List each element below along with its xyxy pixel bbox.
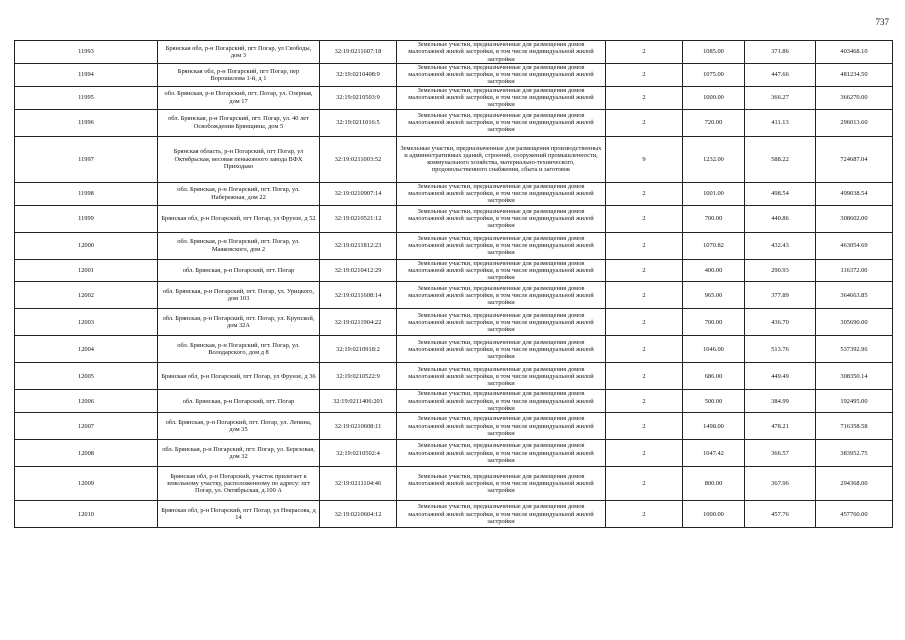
address-cell: обл. Брянская, р-н Погарский, пгт. Погар, ул. Володарского, дом д 8 — [158, 336, 320, 363]
cadastral-number-cell: 32:19:0211608:14 — [320, 282, 397, 309]
cadastral-number-cell: 32:19:0211904:22 — [320, 309, 397, 336]
table-row — [15, 86, 893, 109]
land-use-cell: Земельные участки, предназначенные для размещения домов малоэтажной жилой застройки, в том числе индивидуальной жилой застройки — [397, 501, 606, 528]
land-use-cell: Земельные участки, предназначенные для размещения домов малоэтажной жилой застройки, в том числе индивидуальной жилой застройки — [397, 232, 606, 259]
cadastral-number-cell: 32:19:0211406:201 — [320, 390, 397, 413]
area-cell: 1046.00 — [683, 336, 745, 363]
specific-value-cell: 440.86 — [745, 205, 816, 232]
cadastral-number-cell: 32:19:0211016:5 — [320, 109, 397, 136]
group-cell: 2 — [606, 309, 683, 336]
table-row — [15, 232, 893, 259]
specific-value-cell: 377.89 — [745, 282, 816, 309]
group-cell: 2 — [606, 63, 683, 86]
group-cell: 2 — [606, 501, 683, 528]
row-number-cell: 12010 — [15, 501, 158, 528]
cadastral-number-cell: 32:19:0210918:2 — [320, 336, 397, 363]
row-number-cell: 11995 — [15, 86, 158, 109]
address-cell: обл. Брянская, р-н Погарский, пгт. Погар, ул. 40 лет Освобождения Брянщины, дом 5 — [158, 109, 320, 136]
area-cell: 1498.00 — [683, 413, 745, 440]
cadastral-number-cell: 32:19:0210503:9 — [320, 86, 397, 109]
group-cell: 9 — [606, 136, 683, 182]
cadastral-value-cell: 457760.00 — [816, 501, 893, 528]
area-cell: 1070.82 — [683, 232, 745, 259]
area-cell: 400.00 — [683, 259, 745, 282]
group-cell: 2 — [606, 232, 683, 259]
land-use-cell: Земельные участки, предназначенные для размещения домов малоэтажной жилой застройки, в том числе индивидуальной жилой застройки — [397, 336, 606, 363]
address-cell: обл. Брянская, р-н Погарский, пгт. Погар — [158, 259, 320, 282]
cadastral-number-cell: 32:19:0211104:46 — [320, 467, 397, 501]
land-use-cell: Земельные участки, предназначенные для размещения домов малоэтажной жилой застройки, в том числе индивидуальной жилой застройки — [397, 440, 606, 467]
row-number-cell: 12009 — [15, 467, 158, 501]
row-number-cell: 12004 — [15, 336, 158, 363]
cadastral-number-cell: 32:19:0210522:9 — [320, 363, 397, 390]
row-number-cell: 12007 — [15, 413, 158, 440]
cadastral-value-cell: 499038.54 — [816, 182, 893, 205]
address-cell: обл. Брянская, р-н Погарский, пгт. Погар, ул. Березовая, дом 32 — [158, 440, 320, 467]
area-cell: 700.00 — [683, 205, 745, 232]
address-cell: обл. Брянская, р-н Погарский, пгт. Погар, ул. Урицкого, дом 103 — [158, 282, 320, 309]
specific-value-cell: 366.57 — [745, 440, 816, 467]
row-number-cell: 11994 — [15, 63, 158, 86]
land-registry-table — [14, 40, 893, 528]
area-cell: 1000.00 — [683, 86, 745, 109]
cadastral-number-cell: 32:19:0211607:18 — [320, 41, 397, 64]
table-row — [15, 336, 893, 363]
table-row — [15, 41, 893, 64]
specific-value-cell: 411.13 — [745, 109, 816, 136]
address-cell: Брянская обл, р-н Погарский, пгт Погар, ул Свободы, дом 3 — [158, 41, 320, 64]
cadastral-number-cell: 32:19:0210608:11 — [320, 413, 397, 440]
land-use-cell: Земельные участки, предназначенные для размещения домов малоэтажной жилой застройки, в том числе индивидуальной жилой застройки — [397, 205, 606, 232]
address-cell: Брянская обл, р-н Погарский, пгт Погар, ул Фрунзе, д 52 — [158, 205, 320, 232]
area-cell: 1001.00 — [683, 182, 745, 205]
table-row — [15, 282, 893, 309]
cadastral-number-cell: 32:19:0210521:12 — [320, 205, 397, 232]
address-cell: Брянская обл, р-н Погарский, пгт Погар, пер Ворошилова 1-й, д 1 — [158, 63, 320, 86]
cadastral-number-cell: 32:19:0210604:12 — [320, 501, 397, 528]
table-row — [15, 205, 893, 232]
cadastral-number-cell: 32:19:0210907:14 — [320, 182, 397, 205]
address-cell: Брянская обл, р-н Погарский, участок прилегает к земельному участку, расположенному по адресу: пгт Погар, ул. Октябрьская, д.100 А — [158, 467, 320, 501]
row-number-cell: 12006 — [15, 390, 158, 413]
table-row — [15, 390, 893, 413]
table-row — [15, 363, 893, 390]
address-cell: обл. Брянская, р-н Погарский, пгт. Погар, ул. Озерная, дом 17 — [158, 86, 320, 109]
area-cell: 1075.00 — [683, 63, 745, 86]
row-number-cell: 12002 — [15, 282, 158, 309]
table-body — [15, 41, 893, 528]
land-use-cell: Земельные участки, предназначенные для размещения домов малоэтажной жилой застройки, в том числе индивидуальной жилой застройки — [397, 259, 606, 282]
group-cell: 2 — [606, 336, 683, 363]
cadastral-value-cell: 296013.60 — [816, 109, 893, 136]
land-use-cell: Земельные участки, предназначенные для размещения производственных и административных зданий, строений, сооружений промышленности, коммунального хозяйства, материально-технического, продовольственного снабжения, сбыта и заготовок — [397, 136, 606, 182]
page-number: 737 — [875, 17, 889, 27]
land-use-cell: Земельные участки, предназначенные для размещения домов малоэтажной жилой застройки, в том числе индивидуальной жилой застройки — [397, 467, 606, 501]
cadastral-value-cell: 716358.58 — [816, 413, 893, 440]
land-use-cell: Земельные участки, предназначенные для размещения домов малоэтажной жилой застройки, в том числе индивидуальной жилой застройки — [397, 390, 606, 413]
area-cell: 700.00 — [683, 309, 745, 336]
land-use-cell: Земельные участки, предназначенные для размещения домов малоэтажной жилой застройки, в том числе индивидуальной жилой застройки — [397, 413, 606, 440]
address-cell: обл. Брянская, р-н Погарский, пгт. Погар, ул. Маяковского, дом 2 — [158, 232, 320, 259]
cadastral-value-cell: 481234.50 — [816, 63, 893, 86]
land-use-cell: Земельные участки, предназначенные для размещения домов малоэтажной жилой застройки, в том числе индивидуальной жилой застройки — [397, 86, 606, 109]
cadastral-value-cell: 463054.69 — [816, 232, 893, 259]
cadastral-number-cell: 32:19:0210408:9 — [320, 63, 397, 86]
table-row — [15, 501, 893, 528]
specific-value-cell: 498.54 — [745, 182, 816, 205]
specific-value-cell: 384.99 — [745, 390, 816, 413]
group-cell: 2 — [606, 390, 683, 413]
group-cell: 2 — [606, 259, 683, 282]
row-number-cell: 11999 — [15, 205, 158, 232]
group-cell: 2 — [606, 182, 683, 205]
area-cell: 1047.42 — [683, 440, 745, 467]
land-use-cell: Земельные участки, предназначенные для размещения домов малоэтажной жилой застройки, в том числе индивидуальной жилой застройки — [397, 309, 606, 336]
group-cell: 2 — [606, 205, 683, 232]
address-cell: Брянская обл, р-н Погарский, пгт Погар, ул Некрасова, д 14 — [158, 501, 320, 528]
specific-value-cell: 366.27 — [745, 86, 816, 109]
row-number-cell: 12001 — [15, 259, 158, 282]
table-row — [15, 413, 893, 440]
address-cell: обл. Брянская, р-н Погарский, пгт. Погар — [158, 390, 320, 413]
table-row — [15, 136, 893, 182]
group-cell: 2 — [606, 467, 683, 501]
group-cell: 2 — [606, 86, 683, 109]
table-row — [15, 182, 893, 205]
area-cell: 1000.00 — [683, 501, 745, 528]
land-use-cell: Земельные участки, предназначенные для размещения домов малоэтажной жилой застройки, в том числе индивидуальной жилой застройки — [397, 63, 606, 86]
table-row — [15, 467, 893, 501]
group-cell: 2 — [606, 41, 683, 64]
table-row — [15, 440, 893, 467]
area-cell: 1232.00 — [683, 136, 745, 182]
address-cell: обл. Брянская, р-н Погарский, пгт. Погар, ул. Ленина, дом 35 — [158, 413, 320, 440]
address-cell: Брянская область, р-н Погарский, пгт Погар, ул Октябрьская, весовая пеньковоого завода ВФХ Приходько — [158, 136, 320, 182]
table-row — [15, 109, 893, 136]
area-cell: 720.00 — [683, 109, 745, 136]
specific-value-cell: 290.93 — [745, 259, 816, 282]
cadastral-value-cell: 308602.00 — [816, 205, 893, 232]
area-cell: 686.00 — [683, 363, 745, 390]
area-cell: 500.00 — [683, 390, 745, 413]
group-cell: 2 — [606, 363, 683, 390]
specific-value-cell: 447.66 — [745, 63, 816, 86]
cadastral-number-cell: 32:19:0210502:4 — [320, 440, 397, 467]
address-cell: Брянская обл, р-н Погарский, пгт Погар, ул Фрунзе, д 36 — [158, 363, 320, 390]
specific-value-cell: 367.96 — [745, 467, 816, 501]
cadastral-value-cell: 116372.00 — [816, 259, 893, 282]
specific-value-cell: 371.86 — [745, 41, 816, 64]
table-row — [15, 259, 893, 282]
cadastral-value-cell: 383952.75 — [816, 440, 893, 467]
area-cell: 1085.00 — [683, 41, 745, 64]
land-use-cell: Земельные участки, предназначенные для размещения домов малоэтажной жилой застройки, в том числе индивидуальной жилой застройки — [397, 363, 606, 390]
land-use-cell: Земельные участки, предназначенные для размещения домов малоэтажной жилой застройки, в том числе индивидуальной жилой застройки — [397, 282, 606, 309]
row-number-cell: 12003 — [15, 309, 158, 336]
cadastral-value-cell: 308350.14 — [816, 363, 893, 390]
specific-value-cell: 449.49 — [745, 363, 816, 390]
land-use-cell: Земельные участки, предназначенные для размещения домов малоэтажной жилой застройки, в том числе индивидуальной жилой застройки — [397, 109, 606, 136]
cadastral-number-cell: 32:19:0211812:23 — [320, 232, 397, 259]
group-cell: 2 — [606, 413, 683, 440]
land-use-cell: Земельные участки, предназначенные для размещения домов малоэтажной жилой застройки, в том числе индивидуальной жилой застройки — [397, 41, 606, 64]
address-cell: обл. Брянская, р-н Погарский, пгт. Погар, ул. Крупской, дом 32А — [158, 309, 320, 336]
row-number-cell: 11996 — [15, 109, 158, 136]
specific-value-cell: 478.21 — [745, 413, 816, 440]
cadastral-value-cell: 294368.00 — [816, 467, 893, 501]
group-cell: 2 — [606, 282, 683, 309]
row-number-cell: 12000 — [15, 232, 158, 259]
land-use-cell: Земельные участки, предназначенные для размещения домов малоэтажной жилой застройки, в том числе индивидуальной жилой застройки — [397, 182, 606, 205]
address-cell: обл. Брянская, р-н Погарский, пгт. Погар, ул. Набережная, дом 22 — [158, 182, 320, 205]
cadastral-value-cell: 537392.96 — [816, 336, 893, 363]
row-number-cell: 11998 — [15, 182, 158, 205]
row-number-cell: 11997 — [15, 136, 158, 182]
cadastral-value-cell: 403468.10 — [816, 41, 893, 64]
table-row — [15, 63, 893, 86]
cadastral-value-cell: 364663.85 — [816, 282, 893, 309]
cadastral-value-cell: 366270.00 — [816, 86, 893, 109]
cadastral-value-cell: 305690.00 — [816, 309, 893, 336]
row-number-cell: 11993 — [15, 41, 158, 64]
cadastral-number-cell: 32:19:0211003:52 — [320, 136, 397, 182]
specific-value-cell: 436.70 — [745, 309, 816, 336]
group-cell: 2 — [606, 440, 683, 467]
specific-value-cell: 432.43 — [745, 232, 816, 259]
cadastral-number-cell: 32:19:0210412:29 — [320, 259, 397, 282]
cadastral-value-cell: 724687.04 — [816, 136, 893, 182]
group-cell: 2 — [606, 109, 683, 136]
specific-value-cell: 588.22 — [745, 136, 816, 182]
cadastral-value-cell: 192495.00 — [816, 390, 893, 413]
table-row — [15, 309, 893, 336]
specific-value-cell: 513.76 — [745, 336, 816, 363]
area-cell: 800.00 — [683, 467, 745, 501]
area-cell: 965.00 — [683, 282, 745, 309]
row-number-cell: 12005 — [15, 363, 158, 390]
row-number-cell: 12008 — [15, 440, 158, 467]
specific-value-cell: 457.76 — [745, 501, 816, 528]
